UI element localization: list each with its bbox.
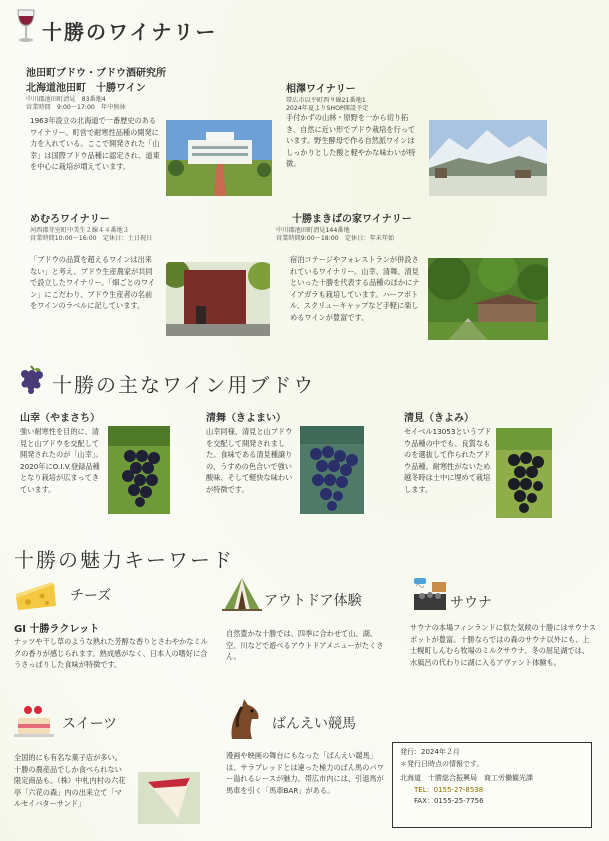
- info-note: ＊発行日時点の情報です。: [400, 759, 484, 768]
- winery-aizawa-desc: 手付かずの山林・原野を一から切り拓き、自然に近い形でブドウ栽培を行っています。野生酵母で作る自然派ワインはしっかりとした酸と軽やかな味わいが特徴。: [286, 113, 416, 169]
- grape-icon: [16, 364, 46, 394]
- publisher-fax: FAX：0155-25-7756: [414, 797, 484, 806]
- keywords-section-title: 十勝の魅力キーワード: [14, 548, 234, 572]
- winery-aizawa-address: 帯広市以平町西９線21番地1: [286, 97, 366, 104]
- butter-sand-photo: [138, 772, 200, 824]
- winery-makiba-desc: 宿泊コテージやフォレストランが併設されているワイナリー。山幸、清舞、清見といった十勝を代表する品種のほかにナイアガラも栽培しています。ハーフボトル、スクリューキャップなど手軽に楽しめるワインが豊富です。: [290, 255, 420, 322]
- grape-yamasachi-name: 山幸（やまさち）: [20, 413, 100, 424]
- winery-makiba-name: 十勝まきばの家ワイナリー: [292, 214, 412, 225]
- horse-icon: [224, 697, 264, 741]
- grape-yamasachi-photo: [108, 426, 170, 514]
- grape-yamasachi-desc: 強い耐寒性を目的に、清見と山ブドウを交配して開発されたのが「山幸」。2020年にO.I.V.登録品種となり栽培が広まってきています。: [20, 427, 103, 494]
- winery-aizawa: [286, 80, 466, 114]
- wine-glass-icon: [14, 8, 38, 44]
- winery-ikeda-desc: 1963年設立の北海道で一番歴史のあるワイナリー。町営で耐寒性品種の開発に力を入れている。ここで開発された「山幸」は国際ブドウ品種に認定され、道東を中心に栽培が増えています。: [30, 116, 160, 172]
- grape-kiyomai-photo: [300, 426, 364, 514]
- grape-kiyomi-desc: セイベル13053というブドウ品種の中でも、良質なものを選抜して作られたブドウ品種。耐寒性がないため越冬時は土中に埋めて栽培します。: [404, 427, 492, 494]
- cake-icon: [14, 700, 54, 740]
- winery-makiba: [276, 210, 596, 244]
- cheese-subtitle: GI 十勝ラクレット: [14, 624, 100, 635]
- sauna-icon: [410, 574, 450, 614]
- winery-memuro: [30, 210, 280, 244]
- publisher-info-box: [392, 742, 592, 828]
- winery-memuro-name: めむろワイナリー: [30, 214, 110, 225]
- winery-ikeda-name-2: 北海道池田町 十勝ワイン: [26, 83, 146, 94]
- banei-title: ばんえい競馬: [272, 716, 356, 732]
- publisher-org: 北海道 十勝総合振興局 商工労働観光課: [400, 774, 533, 783]
- grape-kiyomai-name: 清舞（きよまい）: [206, 413, 286, 424]
- sauna-desc: サウナの本場フィンランドに似た気候の十勝にはサウナスポットが豊富。十勝ならではの森のサウナ以外にも、上士幌町しんむら牧場のミルクサウナ、冬の屈足湖では、水風呂の代わりに湖に入るアヴァント体験も。: [410, 623, 597, 667]
- sweets-desc: 全国的にも有名な菓子店が多い。十勝の農産品でしか食べられない限定商品も。（株）中札内村の六花亭「六花の森」内の出来立て「マルセイバターサンド」: [14, 753, 126, 809]
- makiba-house-photo: [428, 258, 548, 340]
- grape-kiyomai-desc: 山幸同様、清見と山ブドウを交配して開発されました。食味である清見種譲りの、うすめの色合いで強い酸味、そして軽快な味わいが特徴です。: [206, 427, 293, 494]
- winery-memuro-address: 河西郡芽室町中美生２線４４番地３: [30, 227, 129, 234]
- winery-makiba-hours: 営業時間9:00～18:00 定休日：年末年始: [276, 235, 395, 243]
- winery-aizawa-name: 相澤ワイナリー: [286, 84, 356, 95]
- winery-memuro-desc: 「ブドウの品質を超えるワインは出来ない」と考え、ブドウ生産農家が共同で設立したワイナリー。「畑ごとのワイン」にこだわり、ブドウ生産者の名前をワインのラベルに記しています。: [30, 255, 156, 311]
- wineries-section-title: 十勝のワイナリー: [42, 20, 218, 44]
- outdoor-title: アウトドア体験: [264, 593, 362, 609]
- winery-ikeda-address: 中川郡池田町清見 83番地4: [26, 96, 106, 103]
- winery-ikeda-name-1: 池田町ブドウ・ブドウ酒研究所: [26, 68, 166, 79]
- grape-kiyomi-name: 清見（きよみ）: [404, 413, 474, 424]
- banei-desc: 漫画や映画の舞台にもなった「ばんえい競馬」は、サラブレッドとは違った極力のばん馬のパワー溢れるレースが魅力。帯広市内には、引退馬が馬車を引く「馬車BAR」がある。: [226, 751, 384, 795]
- winery-aizawa-note: 2024年夏よりSHOP開設予定: [286, 105, 369, 113]
- cheese-icon: [14, 578, 58, 612]
- winery-ikeda: [26, 64, 276, 113]
- grape-kiyomi-photo: [496, 428, 552, 518]
- grapes-section-title: 十勝の主なワイン用ブドウ: [52, 373, 316, 397]
- issue-date: 発行：2024年２月: [400, 748, 460, 756]
- winery-ikeda-hours: 営業時間 9:00～17:00 年中無休: [26, 104, 126, 112]
- tent-icon: [222, 576, 262, 614]
- publisher-tel: TEL：0155-27-8538: [414, 785, 484, 794]
- outdoor-desc: 自然豊かな十勝では、四季に合わせて山、湖、空、川などで遊べるアウトドアメニューがたくさん。: [226, 629, 384, 662]
- sauna-title: サウナ: [450, 595, 492, 611]
- winery-makiba-address: 中川郡池田町清見144番地: [276, 227, 350, 234]
- aizawa-mountain-photo: [429, 120, 547, 196]
- sweets-title: スイーツ: [62, 716, 118, 732]
- winery-memuro-hours: 営業時間10:00～16:00 定休日：土日祝日: [30, 235, 153, 243]
- memuro-building-photo: [166, 262, 270, 336]
- ikeda-castle-photo: [166, 120, 272, 196]
- cheese-title: チーズ: [70, 588, 112, 604]
- cheese-desc: ナッツや干し草のような熟れた芳醇な香りとさわやかなミルクの香りが感じられます。熟成感がなく、日本人の嗜好に合うさっぱりした食味が特徴です。: [14, 637, 208, 670]
